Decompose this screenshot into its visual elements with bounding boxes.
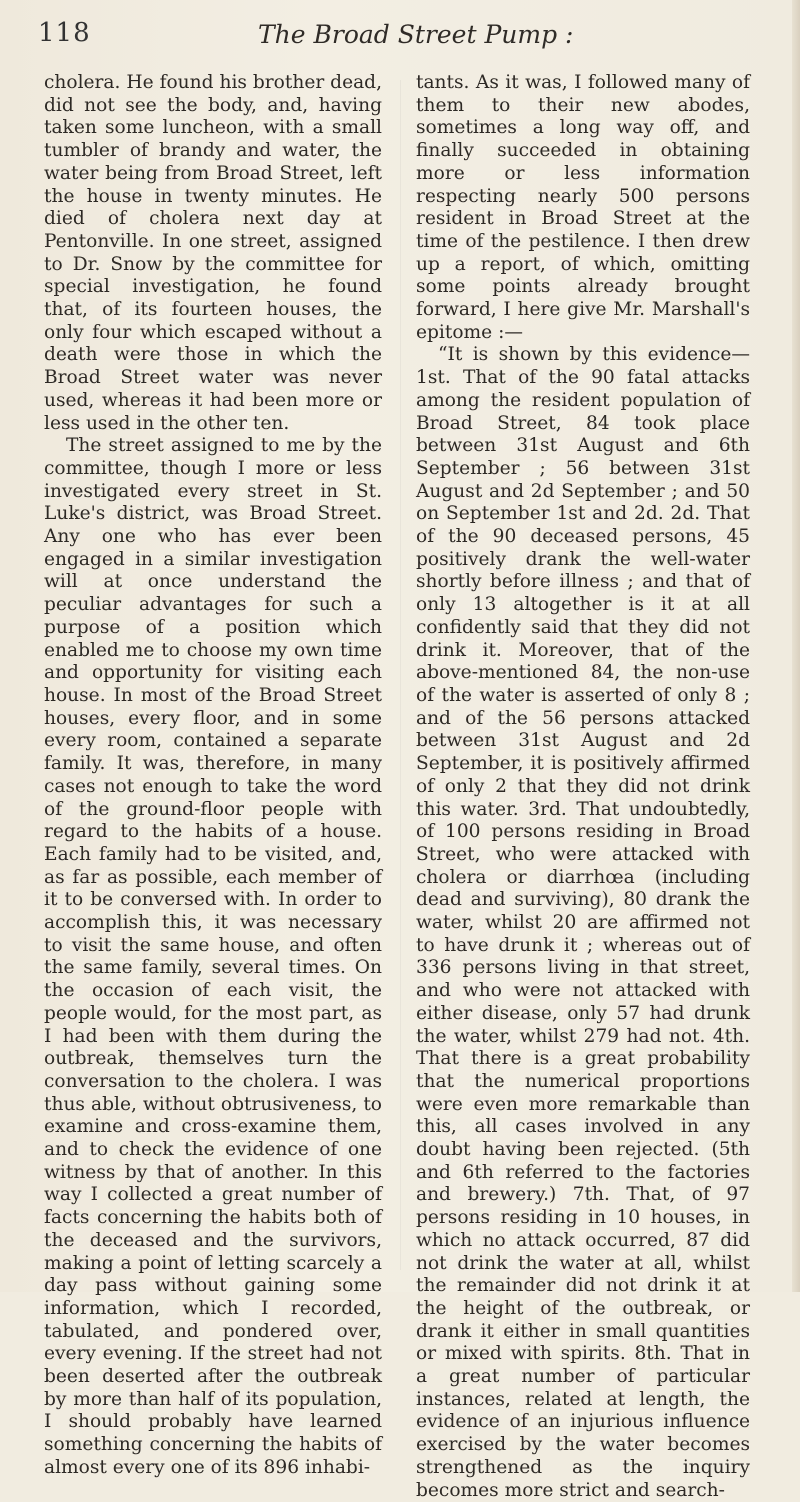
page-header <box>38 8 758 54</box>
running-head: The Broad Street Pump : <box>258 20 574 49</box>
page-edge <box>792 0 800 1292</box>
quoted-epitome: “It is shown by this evidence—1st. That of the 90 fatal attacks among the resident population of Broad Street, 84 took place between 31st August and 6th September ; 56 between 31st August and 2d September ; and 50 on September 1st and 2d. 2d. That of the 90 deceased persons, 45 positively drank the well-water shortly before illness ; and that of only 13 altogether is it at all confidently said that they did not drink it. Moreover, that of the above-mentioned 84, the non-use of the water is asserted of only 8 ; and of the 56 persons attacked between 31st August and 2d September, it is positively affirmed of only 2 that they did not drink this water. 3rd. That undoubtedly, of 100 persons residing in Broad Street, who were attacked with cholera or diarrhœa (including dead and surviving), 80 drank the water, whilst 20 are affirmed not to have drunk it ; whereas out of 336 persons living in that street, and who were not attacked with either disease, only 57 had drunk the water, whilst 279 had not. 4th. That there is a great probability that the numerical proportions were even more remarkable than this, all cases involved in any doubt having been rejected. (5th and 6th referred to the factories and brewery.) 7th. That, of 97 persons residing in 10 houses, in which no attack occurred, 87 did not drink the water at all, whilst the remainder did not drink it at the height of the outbreak, or drank it either in small quantities or mixed with spirits. 8th. That in a great number of particular instances, related at length, the evidence of an injurious influence exercised by the water becomes strengthened as the inquiry becomes more strict and search- <box>416 344 750 1501</box>
right-column <box>416 72 750 1502</box>
page-number: 118 <box>38 18 91 48</box>
column-gutter <box>400 80 401 1270</box>
paragraph: The street assigned to me by the committee, though I more or less investigated every street in St. Luke's district, was Broad Street. Any one who has ever been engaged in a similar investigation will at once understand the peculiar advantages for such a purpose of a position which enabled me to choose my own time and opportunity for visiting each house. In most of the Broad Street houses, every floor, and in some every room, contained a separate family. It was, therefore, in many cases not enough to take the word of the ground-floor people with regard to the habits of a house. Each family had to be visited, and, as far as possible, each member of it to be conversed with. In order to accomplish this, it was necessary to visit the same house, and often the same family, several times. On the occasion of each visit, the people would, for the most part, as I had been with them during the outbreak, themselves turn the conversation to the cholera. I was thus able, without obtrusiveness, to examine and cross-examine them, and to check the evidence of one witness by that of another. In this way I collected a great number of facts concerning the habits both of the deceased and the survivors, making a point of letting scarcely a day pass without gaining some information, which I recorded, tabulated, and pondered over, every evening. If the street had not been deserted after the outbreak by more than half of its population, I should probably have learned something concerning the habits of almost every one of its 896 inhabi- <box>44 435 382 1478</box>
paragraph: tants. As it was, I followed many of them to their new abodes, sometimes a long way off, and finally succeeded in obtaining more or less information respecting nearly 500 persons resident in Broad Street at the time of the pestilence. I then drew up a report, of which, omitting some points already brought forward, I here give Mr. Marshall's epitome :— <box>416 72 750 343</box>
left-column <box>44 72 382 1480</box>
paragraph: cholera. He found his brother dead, did not see the body, and, having taken some luncheon, with a small tumbler of brandy and water, the water being from Broad Street, left the house in twenty minutes. He died of cholera next day at Pentonville. In one street, assigned to Dr. Snow by the committee for special investigation, he found that, of its fourteen houses, the only four which escaped without a death were those in which the Broad Street water was never used, whereas it had been more or less used in the other ten. <box>44 72 382 434</box>
